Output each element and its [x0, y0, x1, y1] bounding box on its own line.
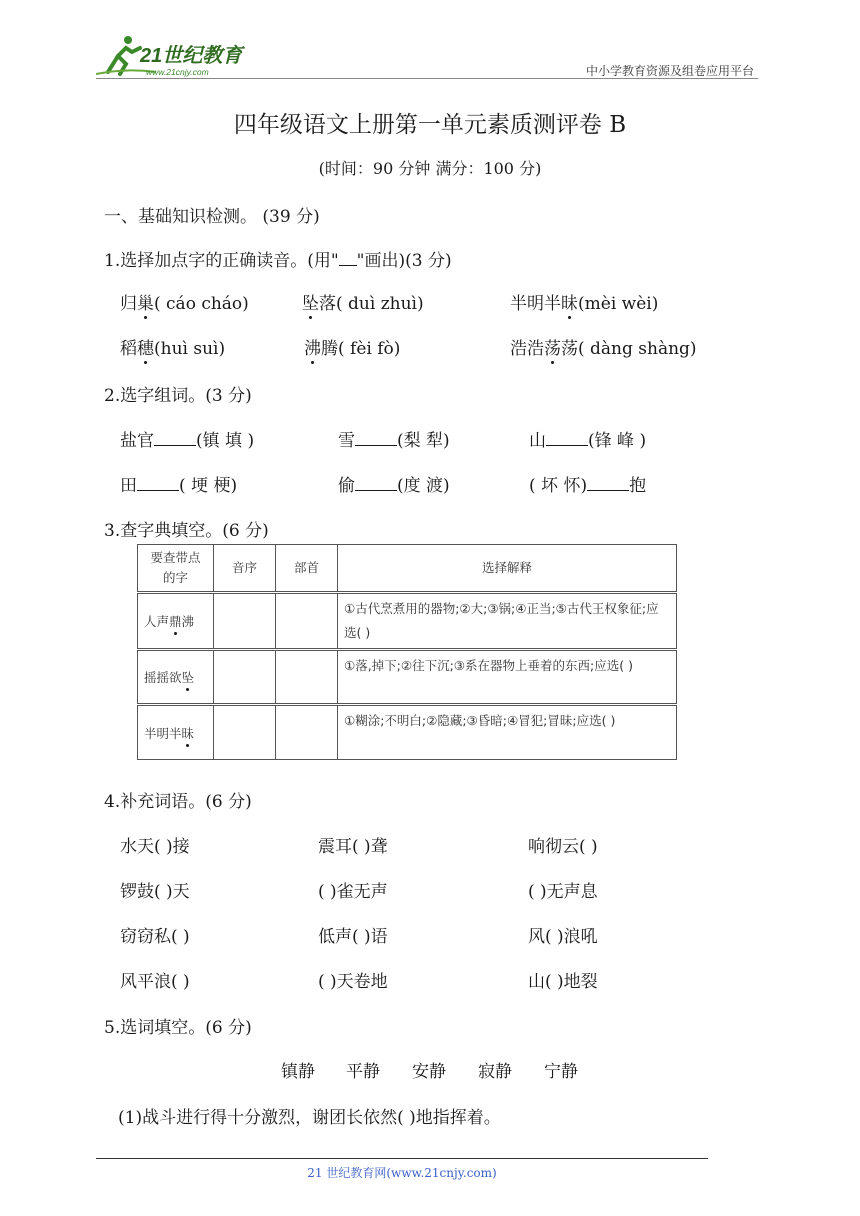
answer-blank: [137, 476, 179, 491]
q2-item: 山 (锋 峰 ): [529, 431, 647, 451]
page-subtitle: (时间：90 分钟 满分：100 分): [318, 159, 542, 178]
q4-item: 窃窃私( ): [120, 927, 190, 947]
q2-item: ( 坏 怀) 抱: [529, 476, 647, 496]
q4-item: 风平浪( ): [120, 972, 190, 992]
yinxu-cell[interactable]: [214, 705, 276, 760]
q2-item: 田 ( 埂 梗): [120, 476, 238, 496]
table-word: 半明半昧: [138, 705, 214, 760]
q1-item: 归巢( cáo cháo): [120, 289, 249, 314]
q1-item: 沸腾( fèi fò): [304, 334, 400, 359]
q4-item: 山( )地裂: [528, 972, 598, 992]
q4-item: 低声( )语: [318, 927, 388, 947]
table-explain: ①落,掉下;②往下沉;③系在器物上垂着的东西;应选( ): [338, 650, 677, 705]
q1-stem: 1.选择加点字的正确读音。(用" "画出)(3 分): [104, 251, 452, 271]
q5-stem: 5.选词填空。(6 分): [104, 1018, 252, 1038]
q4-item: 震耳( )聋: [318, 837, 388, 857]
dictionary-table: [137, 544, 677, 760]
table-word: 人声鼎沸: [138, 593, 214, 650]
table-row: [138, 650, 677, 705]
answer-blank: [587, 476, 629, 491]
q4-item: 锣鼓( )天: [120, 882, 190, 902]
answer-blank: [546, 431, 588, 446]
answer-blank: [355, 476, 397, 491]
col-header-bushou: 部首: [276, 545, 338, 593]
q1-item: 半明半昧(mèi wèi): [510, 289, 658, 314]
answer-blank: [154, 431, 196, 446]
word-choice: 宁静: [544, 1062, 578, 1082]
bushou-cell[interactable]: [276, 705, 338, 760]
q5-sentence-1: (1)战斗进行得十分激烈，谢团长依然( )地指挥着。: [118, 1108, 501, 1128]
q4-item: 水天( )接: [120, 837, 190, 857]
page-title: 四年级语文上册第一单元素质测评卷 B: [233, 112, 627, 138]
q4-item: ( )天卷地: [318, 972, 388, 992]
q4-item: ( )无声息: [528, 882, 598, 902]
word-choice: 安静: [412, 1062, 446, 1082]
table-row: [138, 593, 677, 650]
q4-item: 响彻云( ): [528, 837, 598, 857]
q1-item: 浩浩荡荡( dàng shàng): [510, 334, 697, 359]
header-platform-text: 中小学教育资源及组卷应用平台: [585, 64, 754, 78]
answer-blank: [355, 431, 397, 446]
logo-main-text: 21世纪教育: [140, 45, 243, 67]
underline-mark: [339, 253, 357, 266]
q4-stem: 4.补充词语。(6 分): [104, 792, 252, 812]
site-logo: [96, 34, 266, 80]
header-divider: [96, 78, 758, 79]
footer-divider: [96, 1158, 708, 1159]
q2-item: 偷 (度 渡): [338, 476, 450, 496]
bushou-cell[interactable]: [276, 593, 338, 650]
q2-item: 雪 (梨 犁): [338, 431, 450, 451]
q3-stem: 3.查字典填空。(6 分): [104, 521, 269, 541]
yinxu-cell[interactable]: [214, 593, 276, 650]
table-word: 摇摇欲坠: [138, 650, 214, 705]
q4-item: 风( )浪吼: [528, 927, 598, 947]
yinxu-cell[interactable]: [214, 650, 276, 705]
table-row: [138, 705, 677, 760]
q1-item: 坠落( duì zhuì): [302, 289, 424, 314]
col-header-explain: 选择解释: [338, 545, 677, 593]
logo-url-text: www.21cnjy.com: [146, 67, 209, 77]
footer-text[interactable]: 21 世纪教育网(www.21cnjy.com): [307, 1166, 497, 1180]
table-header-row: [138, 545, 677, 593]
table-explain: ①糊涂;不明白;②隐藏;③昏暗;④冒犯;冒昧;应选( ): [338, 705, 677, 760]
q2-stem: 2.选字组词。(3 分): [104, 386, 252, 406]
word-choice: 寂静: [478, 1062, 512, 1082]
word-choice: 镇静: [281, 1062, 315, 1082]
q2-item: 盐官 (镇 填 ): [120, 431, 255, 451]
col-header-word: 要查带点的字: [138, 545, 214, 593]
q4-item: ( )雀无声: [318, 882, 388, 902]
table-explain: ①古代烹煮用的器物;②大;③锅;④正当;⑤古代王权象征;应选( ): [338, 593, 677, 650]
bushou-cell[interactable]: [276, 650, 338, 705]
word-choice: 平静: [346, 1062, 380, 1082]
q1-item: 稻穗(huì suì): [120, 334, 225, 359]
section-heading: 一、基础知识检测。 (39 分): [104, 207, 320, 227]
col-header-yinxu: 音序: [214, 545, 276, 593]
